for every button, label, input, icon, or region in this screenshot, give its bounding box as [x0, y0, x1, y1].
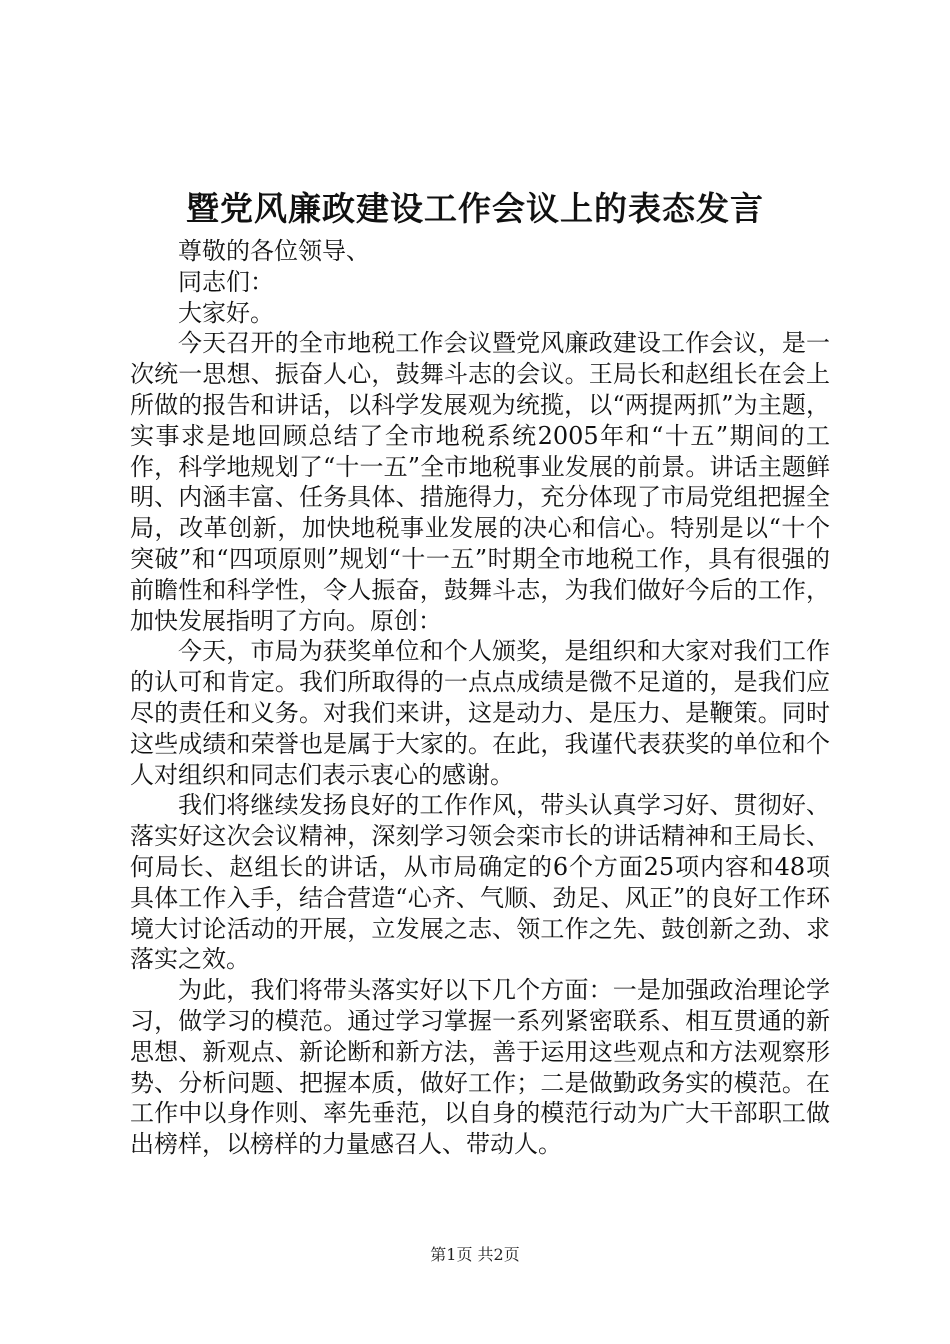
body-paragraph: 为此，我们将带头落实好以下几个方面：一是加强政治理论学习，做学习的模范。通过学习掌握一系列紧密联系、相互贯通的新思想、新观点、新论断和新方法，善于运用这些观点和方法观察形势、分析问题、把握本质，做好工作；二是做勤政务实的模范。在工作中以身作则、率先垂范，以自身的模范行动为广大干部职工做出榜样，以榜样的力量感召人、带动人。 [130, 976, 830, 1159]
body-paragraph: 今天，市局为获奖单位和个人颁奖，是组织和大家对我们工作的认可和肯定。我们所取得的一点点成绩是微不足道的，是我们应尽的责任和义务。对我们来讲，这是动力、是压力、是鞭策。同时这些成绩和荣誉也是属于大家的。在此，我谨代表获奖的单位和个人对组织和同志们表示衷心的感谢。 [130, 637, 830, 789]
page-number: 第1页 共2页 [430, 1245, 520, 1264]
body-paragraph: 今天召开的全市地税工作会议暨党风廉政建设工作会议，是一次统一思想、振奋人心，鼓舞斗志的会议。王局长和赵组长在会上所做的报告和讲话，以科学发展观为统揽，以“两提两抓”为主题，实事求是地回顾总结了全市地税系统2005年和“十五”期间的工作，科学地规划了“十一五”全市地税事业发展的前景。讲话主题鲜明、内涵丰富、任务具体、措施得力，充分体现了市局党组把握全局，改革创新，加快地税事业发展的决心和信心。特别是以“十个突破”和“四项原则”规划“十一五”时期全市地税工作，具有很强的前瞻性和科学性，令人振奋，鼓舞斗志，为我们做好今后的工作，加快发展指明了方向。原创： [130, 329, 830, 635]
greeting-line: 同志们： [178, 267, 274, 296]
document-title: 暨党风廉政建设工作会议上的表态发言 [186, 189, 764, 228]
document-body [130, 236, 830, 1160]
greeting-line: 尊敬的各位领导、 [178, 237, 370, 265]
body-paragraph: 我们将继续发扬良好的工作作风，带头认真学习好、贯彻好、落实好这次会议精神，深刻学习领会栾市长的讲话精神和王局长、何局长、赵组长的讲话，从市局确定的6个方面25项内容和48项具体工作入手，结合营造“心齐、气顺、劲足、风正”的良好工作环境大讨论活动的开展，立发展之志、领工作之先、鼓创新之劲、求落实之效。 [130, 791, 830, 974]
greeting-line: 大家好。 [178, 298, 274, 327]
